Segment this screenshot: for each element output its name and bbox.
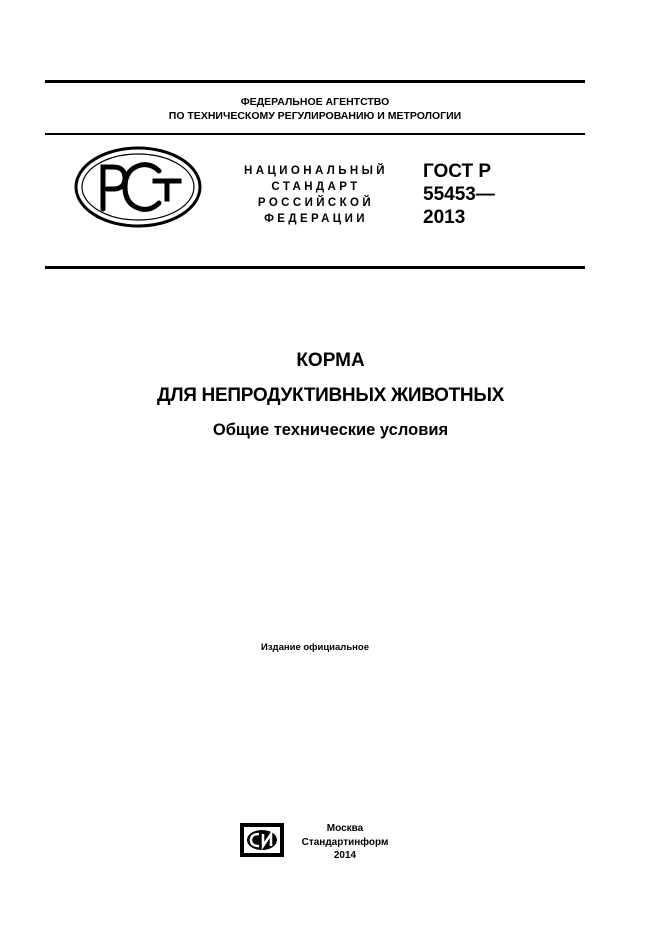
standartinform-logo-icon (239, 822, 285, 858)
agency-name (45, 95, 585, 123)
standard-type-line-4: ФЕДЕРАЦИИ (264, 213, 368, 225)
publisher-city: Москва (326, 823, 364, 834)
gost-r-logo-icon (73, 145, 203, 229)
standard-type (232, 163, 400, 227)
publisher-year: 2014 (333, 850, 357, 861)
standard-type-line-3: РОССИЙСКОЙ (257, 197, 375, 209)
standard-type-line-2: СТАНДАРТ (271, 181, 361, 193)
edition-label: Издание официальное (261, 642, 369, 653)
publisher-info (290, 822, 400, 863)
agency-line-1: ФЕДЕРАЛЬНОЕ АГЕНТСТВО (240, 96, 390, 108)
publisher-name: Стандартинформ (301, 836, 389, 848)
agency-line-2: ПО ТЕХНИЧЕСКОМУ РЕГУЛИРОВАНИЮ И МЕТРОЛОГИИ (168, 110, 462, 122)
document-subtitle: Общие технические условия (212, 421, 449, 439)
standard-designation (423, 160, 495, 229)
designation-line-2: 55453— (423, 184, 495, 205)
designation-line-1: ГОСТ Р (423, 161, 492, 182)
header-bottom-rule (45, 266, 585, 269)
designation-line-3: 2013 (423, 207, 466, 228)
document-title-line-2: ДЛЯ НЕПРОДУКТИВНЫХ ЖИВОТНЫХ (156, 385, 505, 406)
header-rule (45, 133, 585, 135)
standard-type-line-1: НАЦИОНАЛЬНЫЙ (244, 165, 388, 177)
top-rule (45, 80, 585, 83)
document-title-line-1: КОРМА (296, 350, 365, 371)
